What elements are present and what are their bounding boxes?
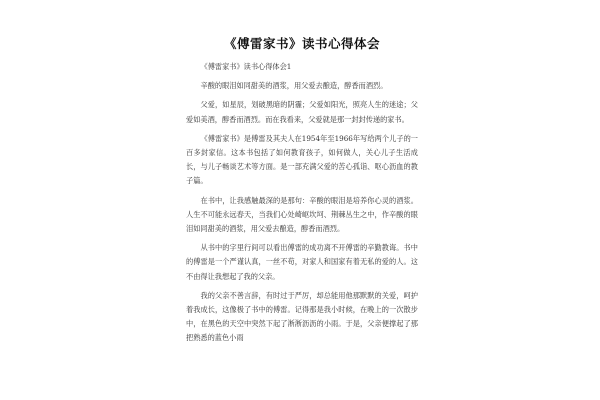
section-heading: 《傅雷家书》读书心得体会1: [200, 62, 292, 71]
paragraph: 从书中的字里行间可以看出傅雷的成功离不开傅雷的辛勤教诲。书中的傅雷是一个严谨认真，一丝不苟，对家人和国家有着无私的爱的人。这不由得让我想起了我的父亲。: [186, 243, 418, 281]
paragraph: 辛酸的眼泪如同甜美的酒浆，用父爱去酿造，醇香而酒烈。: [200, 81, 388, 91]
document-title: 《傅雷家书》读书心得体会: [223, 36, 380, 51]
document-body: [186, 34, 418, 351]
paragraph: 父爱，如星辰，划破黑暗的阴霾；父爱如阳光，照亮人生的迷途；父爱如美酒，醇香而酒烈。而在我看来，父爱就是那一封封传递的家书。: [186, 100, 418, 124]
paragraph: 《傅雷家书》是傅雷及其夫人在1954年至1966年写给两个儿子的一百多封家信。这本书包括了如何教育孩子，如何做人，关心儿子生活成长，与儿子畅谈艺术等方面。是一部充满父爱的苦心孤诣、呕心沥血的教子篇。: [186, 133, 418, 186]
paragraph: 我的父亲不善言辞，有时过于严厉，却总能用他那默默的关爱，呵护着我成长，这像极了书中的傅雷。记得那是我小时候，在晚上的一次散步中，在黑色的天空中突然下起了淅淅沥沥的小雨。于是，父亲便撑起了那把熟悉的蓝色小雨: [186, 290, 418, 343]
paragraph: 在书中，让我感触最深的是那句：辛酸的眼泪是培养你心灵的酒浆。人生不可能永远春天，当我们心处崎岖坎坷、荆棘丛生之中，作辛酸的眼泪如同甜美的酒浆，用父爱去酿造，醇香而酒烈。: [186, 195, 418, 234]
